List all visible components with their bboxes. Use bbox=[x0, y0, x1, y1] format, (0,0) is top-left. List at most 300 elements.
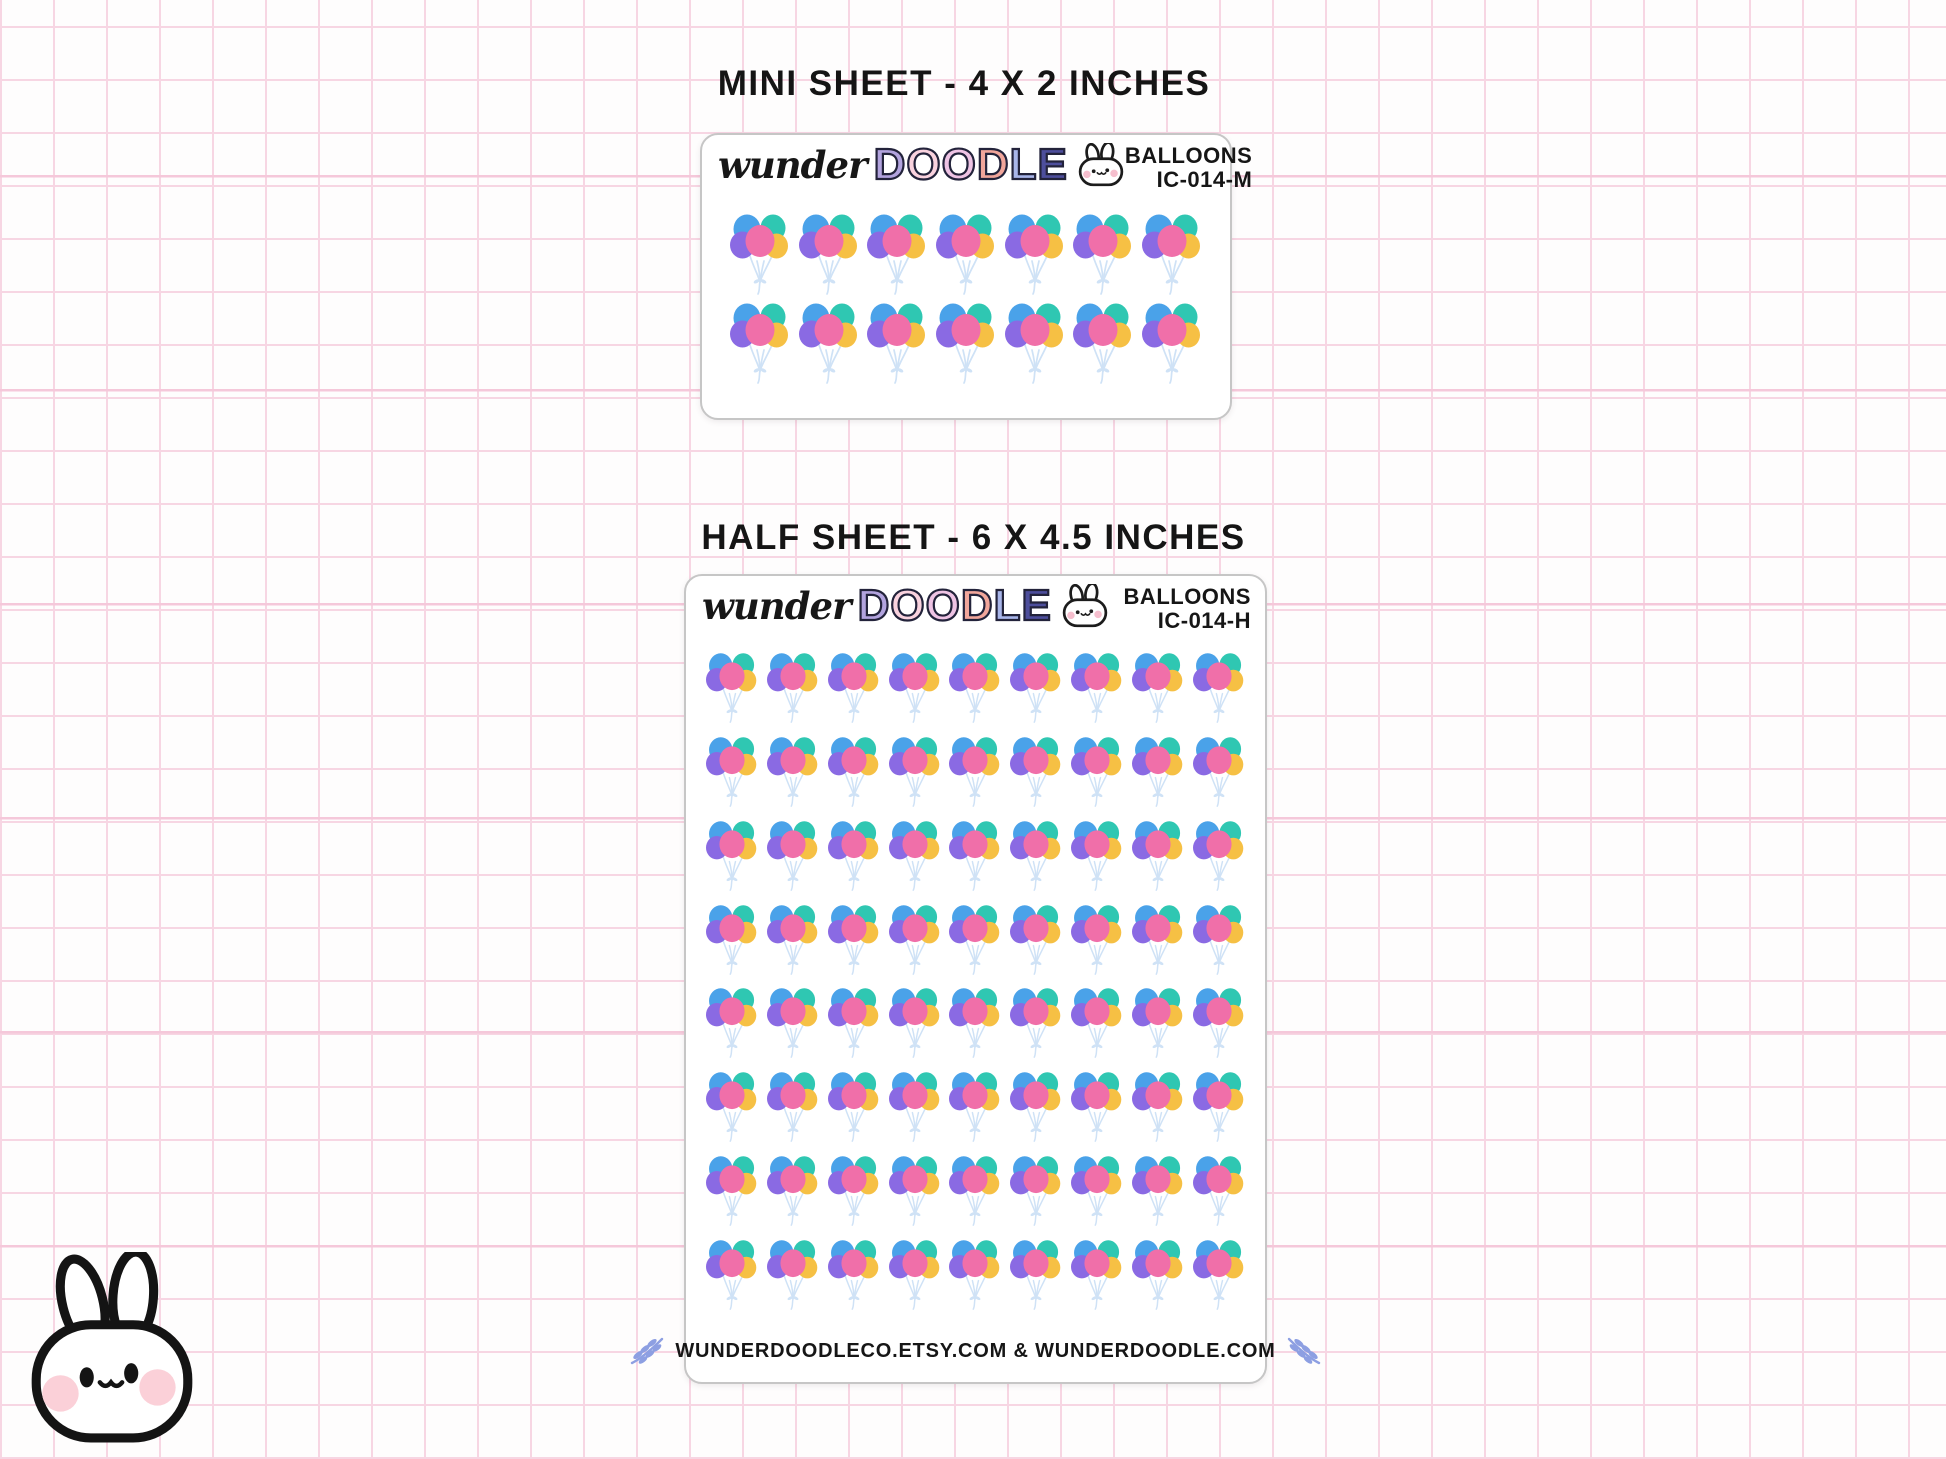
balloon-pink bbox=[1024, 914, 1049, 942]
half-product-name: BALLOONS bbox=[1123, 584, 1251, 609]
balloon-strings bbox=[724, 941, 743, 974]
balloon-pink bbox=[841, 1165, 866, 1193]
balloon-bunch-sticker bbox=[1071, 1154, 1123, 1227]
balloon-bunch-sticker bbox=[767, 986, 819, 1059]
balloon-strings bbox=[724, 1108, 743, 1141]
balloon-pink bbox=[1145, 1249, 1170, 1277]
balloon-bunch-sticker bbox=[949, 1238, 1001, 1311]
balloon-pink bbox=[902, 746, 927, 774]
balloon-pink bbox=[963, 998, 988, 1026]
balloon-strings bbox=[906, 773, 925, 806]
balloon-strings bbox=[1210, 1108, 1229, 1141]
balloon-strings bbox=[967, 941, 986, 974]
balloon-strings bbox=[845, 857, 864, 890]
brand-letter: D bbox=[857, 581, 891, 630]
balloon-pink bbox=[963, 1249, 988, 1277]
balloon-strings bbox=[1088, 690, 1107, 723]
balloon-pink bbox=[883, 225, 912, 257]
balloon-strings bbox=[1162, 345, 1184, 383]
balloon-strings bbox=[967, 690, 986, 723]
balloon-pink bbox=[1084, 830, 1109, 858]
balloon-bunch-sticker bbox=[889, 1238, 941, 1311]
balloon-bunch-sticker bbox=[767, 1238, 819, 1311]
balloon-strings bbox=[967, 1192, 986, 1225]
balloon-bunch-sticker bbox=[889, 1154, 941, 1227]
balloon-strings bbox=[750, 345, 772, 383]
balloon-pink bbox=[1024, 998, 1049, 1026]
balloon-strings bbox=[1210, 857, 1229, 890]
balloon-pink bbox=[1084, 663, 1109, 691]
balloon-pink bbox=[720, 746, 745, 774]
balloon-bunch-sticker bbox=[1010, 819, 1062, 892]
balloon-pink bbox=[1206, 914, 1231, 942]
balloon-bunch-sticker bbox=[828, 735, 880, 808]
balloon-bunch-sticker bbox=[1142, 212, 1202, 296]
balloon-strings bbox=[724, 857, 743, 890]
balloon-bunch-sticker bbox=[1193, 735, 1245, 808]
bunny-cheek bbox=[42, 1375, 78, 1411]
brand-letter: D bbox=[976, 140, 1010, 189]
balloon-strings bbox=[967, 1025, 986, 1058]
balloon-pink bbox=[1024, 1249, 1049, 1277]
balloon-bunch-sticker bbox=[706, 1238, 758, 1311]
bunny-eye bbox=[124, 1363, 138, 1383]
balloon-pink bbox=[1084, 746, 1109, 774]
brand-letter: O bbox=[941, 140, 977, 189]
balloon-pink bbox=[781, 1165, 806, 1193]
balloon-bunch-sticker bbox=[1193, 1070, 1245, 1143]
balloon-bunch-sticker bbox=[828, 1154, 880, 1227]
balloon-bunch-sticker bbox=[1071, 1238, 1123, 1311]
balloon-pink bbox=[902, 663, 927, 691]
balloon-strings bbox=[1088, 1108, 1107, 1141]
balloon-pink bbox=[720, 663, 745, 691]
balloon-bunch-sticker bbox=[1071, 986, 1123, 1059]
balloon-bunch-sticker bbox=[1005, 212, 1065, 296]
balloon-bunch-sticker bbox=[1010, 735, 1062, 808]
balloon-bunch-sticker bbox=[1010, 903, 1062, 976]
balloon-pink bbox=[1020, 314, 1049, 346]
balloon-bunch-sticker bbox=[1010, 1238, 1062, 1311]
balloon-pink bbox=[1145, 746, 1170, 774]
balloon-strings bbox=[1028, 1025, 1047, 1058]
balloon-pink bbox=[963, 746, 988, 774]
balloon-pink bbox=[963, 914, 988, 942]
balloon-pink bbox=[902, 914, 927, 942]
balloon-bunch-sticker bbox=[828, 903, 880, 976]
balloon-strings bbox=[845, 941, 864, 974]
balloon-pink bbox=[841, 663, 866, 691]
balloon-strings bbox=[1088, 941, 1107, 974]
balloon-pink bbox=[1206, 998, 1231, 1026]
brand-script-wordmark: wunder bbox=[718, 142, 867, 187]
balloon-strings bbox=[906, 941, 925, 974]
balloon-strings bbox=[1149, 773, 1168, 806]
balloon-bunch-sticker bbox=[1193, 819, 1245, 892]
balloon-pink bbox=[1145, 1081, 1170, 1109]
balloon-bunch-sticker bbox=[1132, 903, 1184, 976]
half-product-code: IC-014-H bbox=[1157, 608, 1251, 634]
balloon-pink bbox=[1206, 1081, 1231, 1109]
brand-block-wordmark bbox=[857, 581, 1052, 630]
balloon-pink bbox=[841, 914, 866, 942]
balloon-strings bbox=[906, 1108, 925, 1141]
brand-letter: D bbox=[873, 140, 907, 189]
balloon-pink bbox=[1024, 746, 1049, 774]
balloon-pink bbox=[1206, 1249, 1231, 1277]
balloon-bunch-sticker bbox=[1073, 212, 1133, 296]
balloon-strings bbox=[1210, 1025, 1229, 1058]
brand-letter: O bbox=[890, 581, 926, 630]
brand-letter: L bbox=[993, 581, 1022, 630]
balloon-strings bbox=[1149, 941, 1168, 974]
balloon-strings bbox=[819, 345, 841, 383]
brand-logo bbox=[718, 140, 1125, 189]
bunny-face-icon bbox=[1061, 584, 1109, 628]
balloon-strings bbox=[845, 1108, 864, 1141]
balloon-strings bbox=[906, 690, 925, 723]
brand-letter: D bbox=[960, 581, 994, 630]
balloon-strings bbox=[1210, 690, 1229, 723]
balloon-bunch-sticker bbox=[706, 651, 758, 724]
balloon-strings bbox=[1028, 1108, 1047, 1141]
balloon-bunch-sticker bbox=[867, 212, 927, 296]
balloon-strings bbox=[1088, 773, 1107, 806]
balloon-strings bbox=[784, 857, 803, 890]
mini-product-name: BALLOONS bbox=[1124, 143, 1253, 168]
balloon-pink bbox=[902, 998, 927, 1026]
balloon-bunch-sticker bbox=[1132, 651, 1184, 724]
mini-product-code: IC-014-M bbox=[1156, 167, 1253, 193]
balloon-bunch-sticker bbox=[767, 651, 819, 724]
balloon-strings bbox=[887, 256, 909, 294]
balloon-pink bbox=[1024, 1081, 1049, 1109]
half-sheet-header bbox=[702, 582, 1251, 640]
balloon-bunch-sticker bbox=[889, 735, 941, 808]
balloon-strings bbox=[1210, 1276, 1229, 1309]
balloon-bunch-sticker bbox=[828, 1070, 880, 1143]
balloon-bunch-sticker bbox=[1193, 1154, 1245, 1227]
balloon-strings bbox=[724, 1276, 743, 1309]
brand-letter: L bbox=[1009, 140, 1038, 189]
balloon-bunch-sticker bbox=[706, 1154, 758, 1227]
balloon-strings bbox=[1149, 857, 1168, 890]
balloon-pink bbox=[1206, 830, 1231, 858]
balloon-pink bbox=[1084, 1249, 1109, 1277]
balloon-bunch-sticker bbox=[949, 986, 1001, 1059]
balloon-strings bbox=[784, 941, 803, 974]
balloon-strings bbox=[1149, 1108, 1168, 1141]
balloon-pink bbox=[1084, 1081, 1109, 1109]
balloon-bunch-sticker bbox=[1193, 651, 1245, 724]
balloon-bunch-sticker bbox=[1193, 986, 1245, 1059]
balloon-strings bbox=[1028, 941, 1047, 974]
balloon-bunch-sticker bbox=[1193, 903, 1245, 976]
balloon-strings bbox=[956, 256, 978, 294]
balloon-pink bbox=[1024, 1165, 1049, 1193]
balloon-pink bbox=[1089, 314, 1118, 346]
balloon-pink bbox=[1145, 830, 1170, 858]
balloon-bunch-sticker bbox=[799, 301, 859, 385]
brand-script-wordmark: wunder bbox=[702, 583, 851, 628]
balloon-pink bbox=[841, 998, 866, 1026]
balloon-pink bbox=[902, 1165, 927, 1193]
brand-block-wordmark bbox=[873, 140, 1068, 189]
balloon-bunch-sticker bbox=[706, 819, 758, 892]
mini-sticker-grid bbox=[726, 209, 1206, 388]
balloon-pink bbox=[1145, 1165, 1170, 1193]
balloon-strings bbox=[1149, 1192, 1168, 1225]
balloon-pink bbox=[746, 225, 775, 257]
balloon-bunch-sticker bbox=[767, 1154, 819, 1227]
balloon-pink bbox=[963, 1165, 988, 1193]
balloon-bunch-sticker bbox=[949, 903, 1001, 976]
balloon-strings bbox=[784, 1276, 803, 1309]
balloon-bunch-sticker bbox=[1005, 301, 1065, 385]
balloon-strings bbox=[1088, 1025, 1107, 1058]
balloon-pink bbox=[963, 830, 988, 858]
balloon-bunch-sticker bbox=[828, 819, 880, 892]
balloon-bunch-sticker bbox=[936, 301, 996, 385]
balloon-pink bbox=[781, 1249, 806, 1277]
balloon-bunch-sticker bbox=[936, 212, 996, 296]
balloon-bunch-sticker bbox=[1142, 301, 1202, 385]
balloon-bunch-sticker bbox=[706, 735, 758, 808]
half-product-block bbox=[1124, 585, 1251, 633]
balloon-strings bbox=[784, 1025, 803, 1058]
balloon-bunch-sticker bbox=[1010, 1070, 1062, 1143]
balloon-pink bbox=[1206, 1165, 1231, 1193]
mini-sticker-sheet bbox=[700, 133, 1253, 420]
balloon-pink bbox=[1145, 914, 1170, 942]
balloon-strings bbox=[724, 1192, 743, 1225]
balloon-strings bbox=[967, 773, 986, 806]
balloon-bunch-sticker bbox=[1010, 986, 1062, 1059]
balloon-strings bbox=[1088, 857, 1107, 890]
balloon-strings bbox=[845, 1025, 864, 1058]
balloon-pink bbox=[1157, 225, 1186, 257]
balloon-strings bbox=[724, 773, 743, 806]
balloon-strings bbox=[1028, 857, 1047, 890]
balloon-strings bbox=[1149, 690, 1168, 723]
balloon-pink bbox=[963, 1081, 988, 1109]
balloon-strings bbox=[750, 256, 772, 294]
balloon-pink bbox=[746, 314, 775, 346]
balloon-pink bbox=[841, 830, 866, 858]
balloon-strings bbox=[845, 690, 864, 723]
brand-logo bbox=[702, 581, 1109, 630]
balloon-strings bbox=[967, 1276, 986, 1309]
balloon-strings bbox=[1210, 941, 1229, 974]
balloon-strings bbox=[906, 1192, 925, 1225]
balloon-pink bbox=[720, 1249, 745, 1277]
balloon-bunch-sticker bbox=[828, 986, 880, 1059]
balloon-pink bbox=[1084, 998, 1109, 1026]
balloon-strings bbox=[724, 690, 743, 723]
bunny-eye bbox=[80, 1367, 94, 1387]
balloon-strings bbox=[906, 857, 925, 890]
balloon-pink bbox=[1206, 746, 1231, 774]
balloon-strings bbox=[784, 690, 803, 723]
balloon-bunch-sticker bbox=[1132, 819, 1184, 892]
balloon-pink bbox=[902, 1081, 927, 1109]
balloon-bunch-sticker bbox=[889, 1070, 941, 1143]
balloon-pink bbox=[814, 314, 843, 346]
balloon-strings bbox=[845, 1192, 864, 1225]
balloon-strings bbox=[1028, 1192, 1047, 1225]
leaf-sprig-icon bbox=[1286, 1336, 1322, 1366]
balloon-strings bbox=[1028, 690, 1047, 723]
balloon-bunch-sticker bbox=[1132, 1070, 1184, 1143]
balloon-pink bbox=[720, 914, 745, 942]
balloon-pink bbox=[814, 225, 843, 257]
balloon-bunch-sticker bbox=[730, 212, 790, 296]
balloon-bunch-sticker bbox=[706, 1070, 758, 1143]
balloon-bunch-sticker bbox=[767, 1070, 819, 1143]
balloon-bunch-sticker bbox=[1071, 1070, 1123, 1143]
balloon-strings bbox=[784, 773, 803, 806]
balloon-pink bbox=[841, 1249, 866, 1277]
balloon-strings bbox=[906, 1276, 925, 1309]
balloon-pink bbox=[1157, 314, 1186, 346]
balloon-strings bbox=[845, 773, 864, 806]
half-sheet-footer bbox=[675, 1336, 1276, 1366]
balloon-strings bbox=[1028, 1276, 1047, 1309]
balloon-strings bbox=[1088, 1276, 1107, 1309]
balloon-bunch-sticker bbox=[1132, 1154, 1184, 1227]
brand-letter: E bbox=[1021, 581, 1052, 630]
balloon-bunch-sticker bbox=[1073, 301, 1133, 385]
balloon-strings bbox=[1088, 1192, 1107, 1225]
balloon-bunch-sticker bbox=[867, 301, 927, 385]
balloon-pink bbox=[963, 663, 988, 691]
balloon-pink bbox=[1084, 1165, 1109, 1193]
balloon-strings bbox=[1210, 773, 1229, 806]
balloon-strings bbox=[967, 857, 986, 890]
balloon-pink bbox=[951, 314, 980, 346]
mini-product-block bbox=[1125, 144, 1252, 192]
balloon-pink bbox=[902, 1249, 927, 1277]
shop-urls-text: WUNDERDOODLECO.ETSY.COM & WUNDERDOODLE.COM bbox=[675, 1339, 1276, 1362]
balloon-bunch-sticker bbox=[767, 735, 819, 808]
balloon-pink bbox=[1206, 663, 1231, 691]
balloon-bunch-sticker bbox=[706, 903, 758, 976]
balloon-pink bbox=[720, 1165, 745, 1193]
balloon-strings bbox=[1025, 256, 1047, 294]
balloon-pink bbox=[781, 746, 806, 774]
balloon-bunch-sticker bbox=[706, 986, 758, 1059]
brand-letter: O bbox=[906, 140, 942, 189]
balloon-pink bbox=[841, 1081, 866, 1109]
balloon-strings bbox=[1162, 256, 1184, 294]
balloon-strings bbox=[887, 345, 909, 383]
balloon-pink bbox=[1145, 663, 1170, 691]
balloon-pink bbox=[1084, 914, 1109, 942]
balloon-strings bbox=[819, 256, 841, 294]
balloon-bunch-sticker bbox=[1071, 819, 1123, 892]
balloon-pink bbox=[781, 663, 806, 691]
balloon-pink bbox=[1089, 225, 1118, 257]
balloon-strings bbox=[784, 1108, 803, 1141]
balloon-bunch-sticker bbox=[799, 212, 859, 296]
balloon-strings bbox=[1025, 345, 1047, 383]
balloon-bunch-sticker bbox=[828, 1238, 880, 1311]
balloon-strings bbox=[1210, 1192, 1229, 1225]
balloon-pink bbox=[781, 914, 806, 942]
balloon-pink bbox=[1024, 663, 1049, 691]
leaf-sprig-icon bbox=[629, 1336, 665, 1366]
balloon-bunch-sticker bbox=[1132, 986, 1184, 1059]
balloon-bunch-sticker bbox=[1071, 903, 1123, 976]
half-sheet-title: HALF SHEET - 6 X 4.5 INCHES bbox=[701, 518, 1246, 557]
mini-sheet-title: MINI SHEET - 4 X 2 INCHES bbox=[717, 64, 1211, 103]
balloon-bunch-sticker bbox=[767, 903, 819, 976]
balloon-bunch-sticker bbox=[889, 819, 941, 892]
balloon-bunch-sticker bbox=[1071, 735, 1123, 808]
balloon-pink bbox=[951, 225, 980, 257]
balloon-strings bbox=[1093, 345, 1115, 383]
balloon-bunch-sticker bbox=[949, 651, 1001, 724]
balloon-pink bbox=[781, 1081, 806, 1109]
balloon-pink bbox=[1145, 998, 1170, 1026]
balloon-pink bbox=[1024, 830, 1049, 858]
balloon-bunch-sticker bbox=[1010, 651, 1062, 724]
balloon-bunch-sticker bbox=[949, 1070, 1001, 1143]
bunny-mouth bbox=[100, 1382, 122, 1386]
balloon-strings bbox=[967, 1108, 986, 1141]
balloon-bunch-sticker bbox=[1193, 1238, 1245, 1311]
balloon-bunch-sticker bbox=[1010, 1154, 1062, 1227]
balloon-pink bbox=[902, 830, 927, 858]
bunny-mascot bbox=[26, 1252, 198, 1444]
balloon-pink bbox=[720, 830, 745, 858]
bunny-cheek bbox=[139, 1369, 175, 1405]
balloon-bunch-sticker bbox=[889, 651, 941, 724]
balloon-strings bbox=[956, 345, 978, 383]
balloon-strings bbox=[784, 1192, 803, 1225]
balloon-pink bbox=[883, 314, 912, 346]
balloon-pink bbox=[1020, 225, 1049, 257]
balloon-strings bbox=[1093, 256, 1115, 294]
mini-sheet-header bbox=[718, 140, 1253, 199]
balloon-strings bbox=[1149, 1276, 1168, 1309]
balloon-pink bbox=[781, 830, 806, 858]
balloon-pink bbox=[841, 746, 866, 774]
brand-letter: E bbox=[1037, 140, 1068, 189]
balloon-bunch-sticker bbox=[889, 986, 941, 1059]
balloon-bunch-sticker bbox=[730, 301, 790, 385]
balloon-bunch-sticker bbox=[1132, 1238, 1184, 1311]
balloon-strings bbox=[906, 1025, 925, 1058]
bunny-face-icon bbox=[1077, 143, 1125, 187]
balloon-pink bbox=[720, 998, 745, 1026]
half-sticker-grid bbox=[702, 646, 1249, 1316]
balloon-bunch-sticker bbox=[767, 819, 819, 892]
balloon-bunch-sticker bbox=[949, 819, 1001, 892]
half-sticker-sheet bbox=[675, 574, 1276, 1384]
balloon-bunch-sticker bbox=[889, 903, 941, 976]
balloon-pink bbox=[720, 1081, 745, 1109]
balloon-strings bbox=[1149, 1025, 1168, 1058]
balloon-bunch-sticker bbox=[1071, 651, 1123, 724]
balloon-pink bbox=[781, 998, 806, 1026]
balloon-strings bbox=[724, 1025, 743, 1058]
balloon-bunch-sticker bbox=[949, 735, 1001, 808]
balloon-bunch-sticker bbox=[1132, 735, 1184, 808]
balloon-bunch-sticker bbox=[828, 651, 880, 724]
balloon-strings bbox=[845, 1276, 864, 1309]
balloon-strings bbox=[1028, 773, 1047, 806]
